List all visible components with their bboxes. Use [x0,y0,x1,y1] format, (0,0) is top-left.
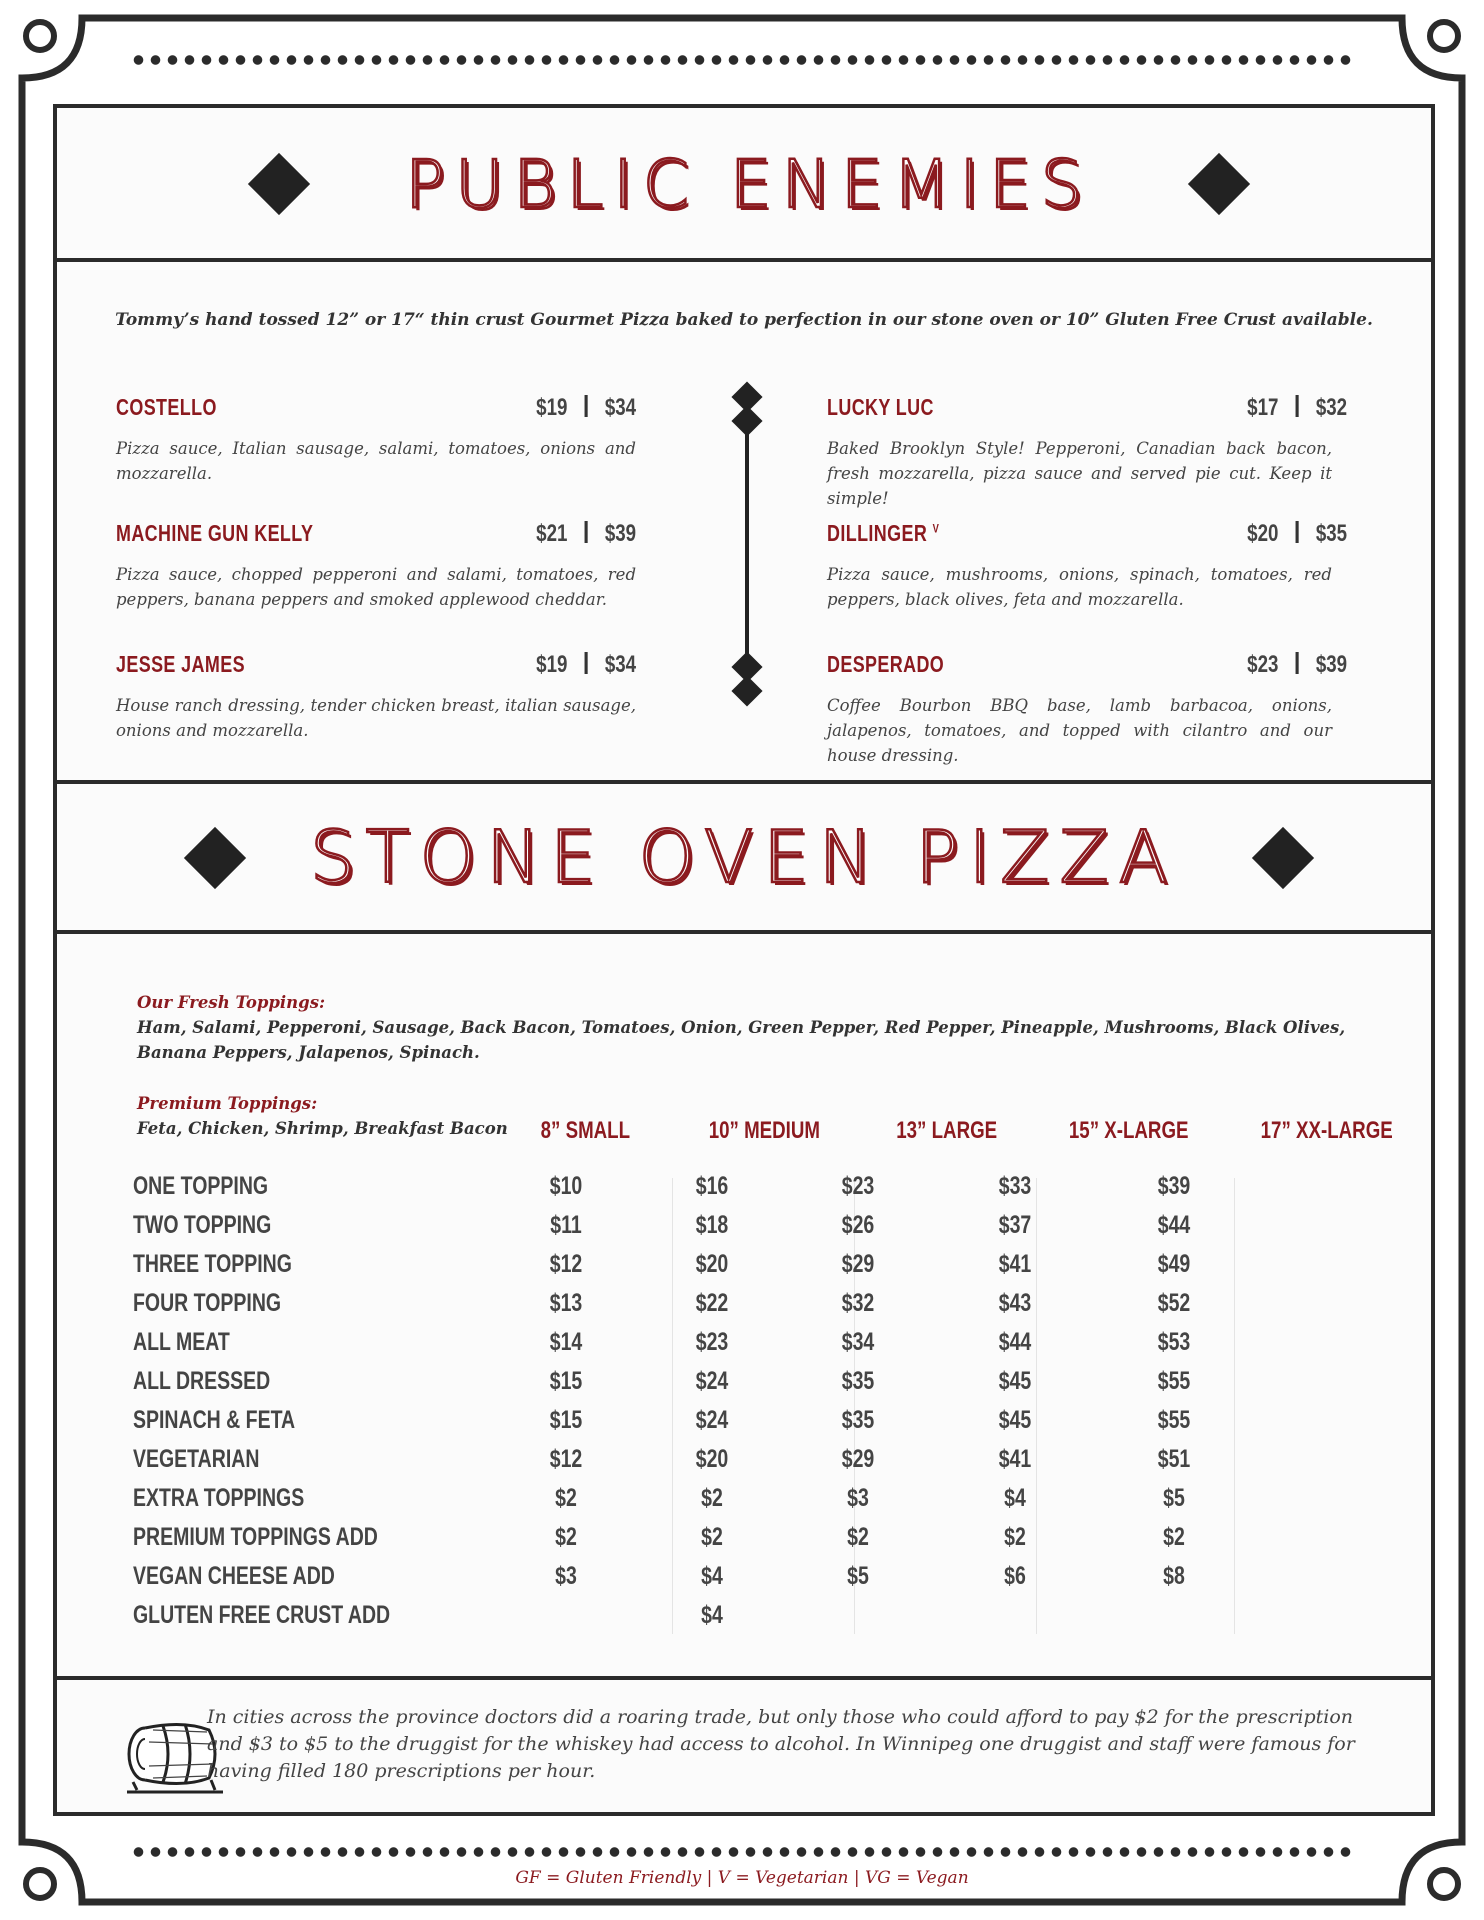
price-cell: $12 [549,1445,583,1473]
section-title-public-enemies: PUBLIC ENEMIES [405,145,1093,223]
price-cell: $4 [701,1601,723,1629]
price-cell: $4 [1004,1484,1026,1512]
price-cell: $51 [1157,1445,1191,1473]
pizza-option-name: VEGETARIAN [133,1445,260,1473]
premium-toppings-label: Premium Toppings: [137,1094,318,1113]
item-prices [536,394,636,422]
menu-item [116,394,636,486]
item-name: LUCKY LUC [827,394,934,420]
price-cell: $23 [695,1328,729,1356]
item-name: COSTELLO [116,394,217,420]
item-name [827,520,939,547]
stone-oven-banner [57,784,1431,930]
pizza-option-name: ONE TOPPING [133,1172,269,1200]
price-cell: $2 [701,1523,723,1551]
size-header: 15” X-LARGE [1068,1117,1189,1144]
item-description: House ranch dressing, tender chicken breast, italian sausage, onions and mozzarella. [116,696,636,740]
price-cell: $3 [555,1562,577,1590]
size-header: 10” MEDIUM [708,1117,820,1144]
diamond-ornament-left [248,153,310,215]
size-header: 17” XX-LARGE [1260,1117,1393,1144]
item-description: Pizza sauce, chopped pepperoni and salami, tomatoes, red peppers, banana peppers and smoked applewood cheddar. [116,565,636,609]
price-cell: $45 [998,1367,1032,1395]
price-cell: $41 [998,1250,1032,1278]
price-cell: $20 [695,1250,729,1278]
price-cell: $29 [841,1445,875,1473]
divider [57,258,1431,262]
item-name: MACHINE GUN KELLY [116,520,314,546]
premium-toppings [137,1091,537,1141]
price-17: $35 [1315,520,1347,547]
price-17: $34 [604,651,636,678]
price-cell: $6 [1004,1562,1026,1590]
pizza-option-name: ALL MEAT [133,1328,230,1356]
divider-diamond [731,405,762,436]
item-description: Baked Brooklyn Style! Pepperoni, Canadian back bacon, fresh mozzarella, pizza sauce and served pie cut. Keep it simple! [827,439,1332,508]
price-cell: $2 [555,1484,577,1512]
fresh-toppings [137,990,1357,1065]
price-cell: $13 [549,1289,583,1317]
price-cell: $24 [695,1406,729,1434]
column-separator [672,1178,673,1634]
column-separator [1234,1178,1235,1634]
history-note: In cities across the province doctors did a roaring trade, but only those who could afford to pay $2 for the prescription and $3 to $5 to the druggist for the whiskey had access to alcohol. In Winnipeg one druggist and staff were famous for having filled 180 prescriptions per hour. [207,1706,1355,1782]
price-cell: $16 [695,1172,729,1200]
premium-toppings-list: Feta, Chicken, Shrimp, Breakfast Bacon [137,1119,508,1138]
item-prices [536,651,636,679]
dietary-legend: GF = Gluten Friendly | V = Vegetarian | VG = Vegan [515,1868,969,1888]
divider [57,930,1431,934]
price-cell: $15 [549,1367,583,1395]
fresh-toppings-label: Our Fresh Toppings: [137,993,326,1012]
price-separator [1295,395,1298,417]
price-separator [584,652,587,674]
price-12: $21 [536,520,568,547]
divider-diamond [731,675,762,706]
diamond-ornament-right [1252,827,1314,889]
size-header: 13” LARGE [896,1117,998,1144]
price-cell: $35 [841,1406,875,1434]
price-cell: $49 [1157,1250,1191,1278]
section-title-stone-oven: STONE OVEN PIZZA [309,815,1179,899]
pizza-option-name: FOUR TOPPING [133,1289,282,1317]
menu-item [116,651,636,743]
vegetarian-badge: V [932,521,940,536]
item-prices [1247,651,1347,679]
price-cell: $45 [998,1406,1032,1434]
price-cell: $23 [841,1172,875,1200]
price-cell: $3 [847,1484,869,1512]
price-cell: $26 [841,1211,875,1239]
pizza-option-name: ALL DRESSED [133,1367,271,1395]
pizza-option-name: VEGAN CHEESE ADD [133,1562,335,1590]
price-17: $39 [604,520,636,547]
pizza-option-name: PREMIUM TOPPINGS ADD [133,1523,378,1551]
price-cell: $52 [1157,1289,1191,1317]
price-cell: $18 [695,1211,729,1239]
price-cell: $24 [695,1367,729,1395]
price-cell: $41 [998,1445,1032,1473]
price-17: $32 [1315,394,1347,421]
item-description: Coffee Bourbon BBQ base, lamb barbacoa, onions, jalapenos, tomatoes, and topped with cilantro and our house dressing. [827,696,1332,765]
diamond-ornament-right [1188,153,1250,215]
menu-content [53,104,1435,1816]
item-name: DESPERADO [827,651,945,677]
price-cell: $2 [1004,1523,1026,1551]
price-cell: $8 [1163,1562,1185,1590]
price-cell: $20 [695,1445,729,1473]
diamond-ornament-left [184,827,246,889]
price-17: $34 [604,394,636,421]
price-cell: $2 [701,1484,723,1512]
fresh-toppings-list: Ham, Salami, Pepperoni, Sausage, Back Bacon, Tomatoes, Onion, Green Pepper, Red Pepper, Pineapple, Mushrooms, Black Olives, Banana Peppers, Jalapenos, Spinach. [137,1018,1346,1062]
pizza-option-name: EXTRA TOPPINGS [133,1484,305,1512]
pizza-option-name: TWO TOPPING [133,1211,272,1239]
menu-item [827,520,1347,612]
menu-item [116,520,636,612]
public-enemies-banner [57,108,1431,260]
price-cell: $37 [998,1211,1032,1239]
top-dotted-border [130,54,1354,66]
price-12: $20 [1247,520,1279,547]
price-12: $19 [536,651,568,678]
price-cell: $14 [549,1328,583,1356]
price-cell: $2 [555,1523,577,1551]
price-cell: $4 [701,1562,723,1590]
size-header: 8” SMALL [540,1117,631,1144]
price-cell: $5 [1163,1484,1185,1512]
price-cell: $29 [841,1250,875,1278]
price-cell: $33 [998,1172,1032,1200]
price-cell: $10 [549,1172,583,1200]
corner-ring-tl [26,22,54,50]
item-description: Pizza sauce, Italian sausage, salami, tomatoes, onions and mozzarella. [116,439,636,483]
price-cell: $11 [550,1211,582,1239]
price-cell: $15 [549,1406,583,1434]
price-cell: $12 [549,1250,583,1278]
item-description: Pizza sauce, mushrooms, onions, spinach, tomatoes, red peppers, black olives, feta and mozzarella. [827,565,1332,609]
price-17: $39 [1315,651,1347,678]
pizza-intro: Tommy’s hand tossed 12” or 17“ thin crust Gourmet Pizza baked to perfection in our stone oven or 10” Gluten Free Crust available. [115,310,1373,330]
pizza-option-name: THREE TOPPING [133,1250,292,1278]
price-12: $17 [1247,394,1279,421]
price-cell: $2 [847,1523,869,1551]
price-separator [1295,521,1298,543]
price-cell: $55 [1157,1367,1191,1395]
menu-item [827,651,1347,768]
pizza-option-name: SPINACH & FETA [133,1406,296,1434]
item-name: JESSE JAMES [116,651,245,677]
price-cell: $34 [841,1328,875,1356]
item-prices [1247,520,1347,548]
price-cell: $39 [1157,1172,1191,1200]
price-cell: $32 [841,1289,875,1317]
price-cell: $2 [1163,1523,1185,1551]
price-separator [584,395,587,417]
price-cell: $35 [841,1367,875,1395]
bottom-dotted-border [130,1846,1354,1858]
price-cell: $44 [998,1328,1032,1356]
price-cell: $53 [1157,1328,1191,1356]
pizza-option-name: GLUTEN FREE CRUST ADD [133,1601,391,1629]
price-cell: $43 [998,1289,1032,1317]
price-cell: $5 [847,1562,869,1590]
price-separator [584,521,587,543]
price-cell: $55 [1157,1406,1191,1434]
item-prices [536,520,636,548]
corner-ring-tr [1430,22,1458,50]
menu-item [827,394,1347,511]
item-name-text: DILLINGER [827,520,928,546]
price-12: $19 [536,394,568,421]
price-separator [1295,652,1298,674]
divider [57,1676,1431,1680]
price-12: $23 [1247,651,1279,678]
price-cell: $44 [1157,1211,1191,1239]
item-prices [1247,394,1347,422]
price-cell: $22 [695,1289,729,1317]
